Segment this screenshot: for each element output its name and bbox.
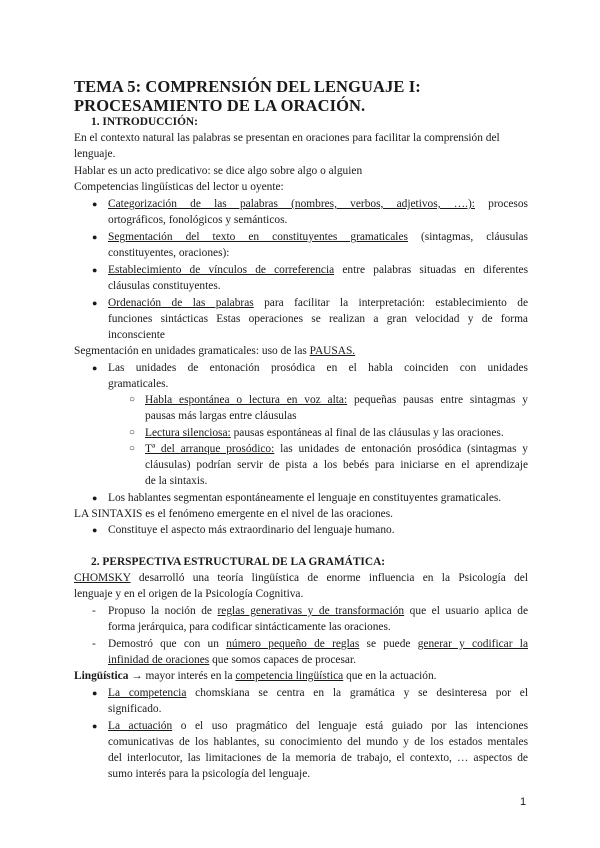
section-1-heading: 1. INTRODUCCIÓN: (91, 116, 198, 128)
bullet-icon: ● (92, 525, 98, 535)
list-item-cont: funciones sintácticas Estas operaciones se realizan a gran velocidad y de forma (108, 313, 528, 325)
list-item-cont: constituyentes, oraciones): (108, 247, 230, 259)
dash-list-item-cont: forma jerárquica, para codificar sintácticamente las oraciones. (108, 621, 391, 633)
sub-list-item: Habla espontánea o lectura en voz alta: pequeñas pausas entre sintagmas y (145, 394, 528, 406)
sub-list-item: Lectura silenciosa: pausas espontáneas al final de las cláusulas y las oraciones. (145, 427, 504, 439)
bullet-icon: ● (92, 721, 98, 731)
section-2-heading: 2. PERSPECTIVA ESTRUCTURAL DE LA GRAMÁTICA: (91, 556, 386, 568)
paragraph-linguistica: Lingüística → mayor interés en la competencia lingüística que en la actuación. (74, 670, 437, 682)
circle-bullet-icon: ○ (129, 394, 136, 405)
paragraph-1a: En el contexto natural las palabras se presentan en oraciones para facilitar la comprensión del (74, 132, 500, 144)
bullet-icon: ● (92, 493, 98, 503)
dash-list-item-cont: infinidad de oraciones que somos capaces de procesar. (108, 654, 356, 666)
list-item: La actuación o el uso pragmático del lenguaje está guiado por las intenciones (108, 720, 528, 732)
circle-bullet-icon: ○ (129, 443, 136, 454)
list-item: Establecimiento de vínculos de correferencia entre palabras situadas en diferentes (108, 264, 529, 276)
bullet-icon: ● (92, 232, 98, 242)
list-item-cont: cláusulas constituyentes. (108, 280, 221, 292)
dash-list-item: Propuso la noción de reglas generativas y de transformación que el usuario aplica de (108, 605, 528, 617)
title-line-1: TEMA 5: COMPRENSIÓN DEL LENGUAJE I: (74, 77, 421, 96)
paragraph-chomsky: CHOMSKY desarrolló una teoría lingüística de enorme influencia en la Psicología del (74, 572, 528, 584)
list-item: Los hablantes segmentan espontáneamente el lenguaje en constituyentes gramaticales. (108, 492, 502, 504)
title-line-2: PROCESAMIENTO DE LA ORACIÓN. (74, 96, 366, 115)
list-item: Constituye el aspecto más extraordinario del lenguaje humano. (108, 524, 395, 536)
list-item-cont: significado. (108, 703, 162, 715)
bullet-icon: ● (92, 265, 98, 275)
list-item-cont: sumo interés para la psicología del lenguaje. (108, 768, 311, 780)
list-item-cont: inconsciente (108, 329, 165, 341)
list-item: Ordenación de las palabras para facilitar la interpretación: establecimiento de (108, 297, 529, 309)
dash-bullet-icon: - (92, 605, 96, 617)
sub-list-item: Tª del arranque prosódico: las unidades de entonación prosódica (sintagmas y (145, 443, 528, 455)
bullet-icon: ● (92, 199, 98, 209)
list-item-cont: del interlocutor, las limitaciones de la memoria de trabajo, el contexto, … aspectos de (108, 752, 528, 764)
list-item: Segmentación del texto en constituyentes gramaticales (sintagmas, cláusulas (108, 231, 528, 243)
dash-bullet-icon: - (92, 638, 96, 650)
bullet-icon: ● (92, 363, 98, 373)
page-number: 1 (520, 796, 527, 808)
dash-list-item: Demostró que con un número pequeño de reglas se puede generar y codificar la (108, 638, 528, 650)
list-item: La competencia chomskiana se centra en la gramática y se desinteresa por el (108, 687, 528, 699)
list-item: Categorización de las palabras (nombres, verbos, adjetivos, ….): procesos (108, 198, 528, 210)
list-item: Las unidades de entonación prosódica en el habla coinciden con unidades (108, 362, 528, 374)
paragraph-4: LA SINTAXIS es el fenómeno emergente en el nivel de las oraciones. (74, 508, 393, 520)
bullet-icon: ● (92, 688, 98, 698)
sub-list-item-cont: de la sintaxis. (145, 475, 208, 487)
paragraph-chomsky-cont: lenguaje y en el origen de la Psicología Cognitiva. (74, 588, 304, 600)
list-item-cont: gramaticales. (108, 378, 169, 390)
bullet-icon: ● (92, 298, 98, 308)
list-item-cont: ortográficos, fonológicos y semánticos. (108, 214, 288, 226)
list-item-cont: comunicativas de los hablantes, su conocimiento del mundo y de los estados mentales (108, 736, 528, 748)
circle-bullet-icon: ○ (129, 427, 136, 438)
paragraph-segmentation: Segmentación en unidades gramaticales: uso de las PAUSAS. (74, 345, 356, 357)
paragraph-1b: lenguaje. (74, 148, 116, 160)
sub-list-item-cont: cláusulas) podrían servir de pista a los bebés para iniciarse en el aprendizaje (145, 459, 528, 471)
paragraph-2: Hablar es un acto predicativo: se dice algo sobre algo o alguien (74, 165, 363, 177)
sub-list-item-cont: pausas más largas entre cláusulas (145, 410, 297, 422)
paragraph-3: Competencias lingüísticas del lector u oyente: (74, 181, 284, 193)
document-title (74, 77, 534, 115)
